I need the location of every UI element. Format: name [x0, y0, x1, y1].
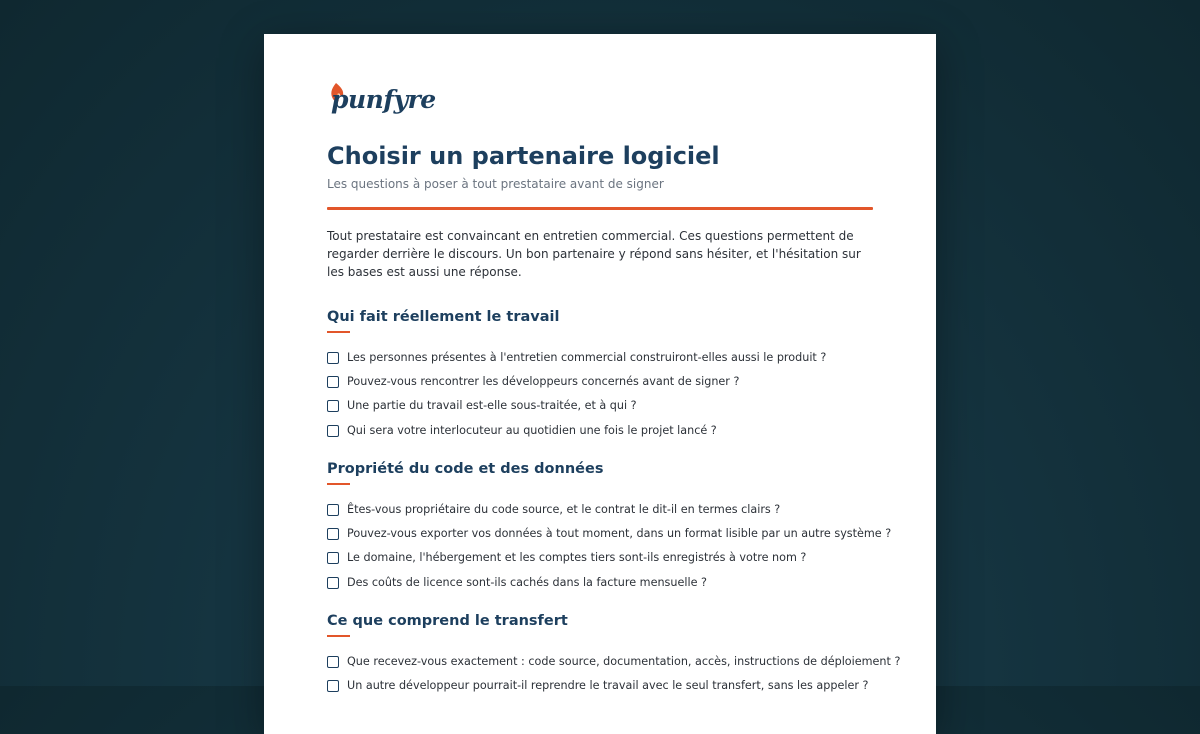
checkbox-unchecked-icon[interactable]	[327, 656, 339, 668]
checklist	[327, 346, 873, 443]
checkbox-unchecked-icon[interactable]	[327, 400, 339, 412]
brand-logo	[327, 80, 436, 116]
checkbox-unchecked-icon[interactable]	[327, 528, 339, 540]
checklist-item-label: Que recevez-vous exactement : code source, documentation, accès, instructions de déploiement ?	[347, 655, 901, 669]
checklist-item-label: Pouvez-vous rencontrer les développeurs concernés avant de signer ?	[347, 375, 740, 389]
checklist-item-label: Qui sera votre interlocuteur au quotidien une fois le projet lancé ?	[347, 423, 717, 437]
section-handover-contents	[327, 611, 901, 698]
checklist-item	[327, 346, 873, 370]
section-accent-bar	[327, 635, 350, 637]
section-title: Propriété du code et des données	[327, 461, 604, 477]
checklist-item	[327, 419, 873, 443]
checklist-item	[327, 546, 873, 570]
checkbox-unchecked-icon[interactable]	[327, 376, 339, 388]
checklist-item-label: Pouvez-vous exporter vos données à tout moment, dans un format lisible par un autre système ?	[347, 527, 892, 541]
checklist	[327, 650, 901, 698]
checkbox-unchecked-icon[interactable]	[327, 680, 339, 692]
svg-text:punfyre: punfyre	[331, 85, 436, 114]
checklist-item	[327, 522, 892, 546]
section-code-and-data-ownership	[327, 459, 892, 595]
intro-paragraph: Tout prestataire est convaincant en entretien commercial. Ces questions permettent de regarder derrière le discours. Un bon partenaire y répond sans hésiter, et l'hésitation sur les bases est aussi une réponse.	[327, 229, 861, 279]
page-subtitle: Les questions à poser à tout prestataire avant de signer	[327, 177, 664, 191]
section-accent-bar	[327, 331, 350, 333]
checklist-item-label: Un autre développeur pourrait-il reprendre le travail avec le seul transfert, sans les appeler ?	[347, 679, 869, 693]
checkbox-unchecked-icon[interactable]	[327, 425, 339, 437]
checklist-item-label: Le domaine, l'hébergement et les comptes tiers sont-ils enregistrés à votre nom ?	[347, 551, 807, 565]
checklist-item-label: Êtes-vous propriétaire du code source, et le contrat le dit-il en termes clairs ?	[347, 503, 781, 517]
checklist-item	[327, 650, 901, 674]
flame-logo-icon	[327, 80, 436, 116]
checklist-item	[327, 674, 873, 698]
document-page	[264, 34, 936, 734]
checkbox-unchecked-icon[interactable]	[327, 504, 339, 516]
checklist-item-label: Une partie du travail est-elle sous-traitée, et à qui ?	[347, 399, 637, 413]
title-divider	[327, 207, 873, 210]
section-title: Qui fait réellement le travail	[327, 309, 560, 325]
checklist-item-label: Des coûts de licence sont-ils cachés dans la facture mensuelle ?	[347, 575, 707, 589]
checkbox-unchecked-icon[interactable]	[327, 552, 339, 564]
section-title: Ce que comprend le transfert	[327, 613, 568, 629]
checklist-item	[327, 571, 873, 595]
checklist	[327, 498, 892, 595]
checklist-item	[327, 498, 873, 522]
checkbox-unchecked-icon[interactable]	[327, 577, 339, 589]
section-who-does-the-work	[327, 307, 873, 443]
checkbox-unchecked-icon[interactable]	[327, 352, 339, 364]
checklist-item	[327, 370, 873, 394]
checklist-item	[327, 394, 873, 418]
checklist-item-label: Les personnes présentes à l'entretien commercial construiront-elles aussi le produit ?	[347, 351, 827, 365]
section-accent-bar	[327, 483, 350, 485]
page-title: Choisir un partenaire logiciel	[327, 142, 720, 170]
